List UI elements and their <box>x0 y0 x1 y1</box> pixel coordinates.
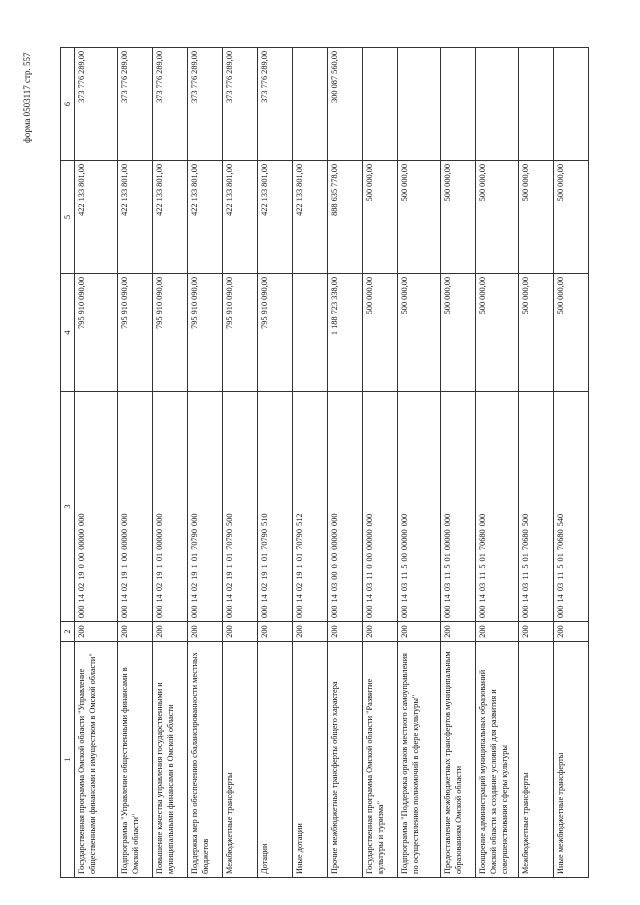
row-col4-value: 500 000,00 <box>554 274 589 392</box>
row-name: Поощрение администраций муниципальных образований Омской области за создание условий для развития и совершенствования сферы культуры <box>476 642 519 878</box>
table-row <box>258 48 293 878</box>
row-col5-value: 422 133 801,00 <box>188 161 223 274</box>
row-name: Прочие межбюджетные трансферты общего характера <box>328 642 363 878</box>
row-col5-value: 888 635 778,00 <box>328 161 363 274</box>
row-line-code: 200 <box>554 622 589 642</box>
row-col5-value: 422 133 801,00 <box>258 161 293 274</box>
row-col6-value <box>363 48 398 161</box>
header-col-3: 3 <box>61 392 75 622</box>
row-name: Межбюджетные трансферты <box>223 642 258 878</box>
row-col4-value: 795 910 090,00 <box>75 274 118 392</box>
row-line-code: 200 <box>328 622 363 642</box>
row-name: Поддержка мер по обеспечению сбалансированности местных бюджетов <box>188 642 223 878</box>
row-line-code: 200 <box>476 622 519 642</box>
row-col5-value: 422 133 801,00 <box>223 161 258 274</box>
row-budget-code: 000 14 02 19 0 00 00000 000 <box>75 392 118 622</box>
table-row <box>293 48 328 878</box>
row-line-code: 200 <box>153 622 188 642</box>
row-budget-code: 000 14 03 11 5 00 00000 000 <box>398 392 441 622</box>
row-col5-value: 500 000,00 <box>441 161 476 274</box>
row-name: Государственная программа Омской области "Развитие культуры и туризма" <box>363 642 398 878</box>
row-name: Дотации <box>258 642 293 878</box>
row-col4-value: 795 910 090,00 <box>258 274 293 392</box>
row-col5-value: 422 133 801,00 <box>293 161 328 274</box>
row-line-code: 200 <box>188 622 223 642</box>
table-row <box>328 48 363 878</box>
row-col6-value <box>441 48 476 161</box>
row-line-code: 200 <box>258 622 293 642</box>
row-name: Предоставление межбюджетных трансфертов муниципальным образованиям Омской области <box>441 642 476 878</box>
header-row <box>61 48 75 878</box>
form-page-note: форма 0503117 стр. 557 <box>22 52 32 143</box>
row-col5-value: 500 000,00 <box>554 161 589 274</box>
row-budget-code: 000 14 02 19 1 01 70790 510 <box>258 392 293 622</box>
row-line-code: 200 <box>118 622 153 642</box>
row-line-code: 200 <box>223 622 258 642</box>
row-name: Подпрограмма "Поддержка органов местного самоуправления по осуществлению полномочий в сфере культуры" <box>398 642 441 878</box>
row-budget-code: 000 14 03 11 5 01 70680 540 <box>554 392 589 622</box>
row-col4-value: 795 910 090,00 <box>118 274 153 392</box>
row-budget-code: 000 14 03 11 0 00 00000 000 <box>363 392 398 622</box>
header-col-5: 5 <box>61 161 75 274</box>
table-row <box>398 48 441 878</box>
row-col6-value <box>476 48 519 161</box>
budget-table <box>60 47 589 878</box>
row-budget-code: 000 14 02 19 1 00 00000 000 <box>118 392 153 622</box>
row-col6-value <box>519 48 554 161</box>
row-col4-value <box>293 274 328 392</box>
table-row <box>188 48 223 878</box>
row-name: Межбюджетные трансферты <box>519 642 554 878</box>
table-row <box>223 48 258 878</box>
table-row <box>554 48 589 878</box>
row-col5-value: 422 133 801,00 <box>75 161 118 274</box>
row-budget-code: 000 14 03 11 5 01 70680 500 <box>519 392 554 622</box>
row-col5-value: 500 000,00 <box>363 161 398 274</box>
row-line-code: 200 <box>293 622 328 642</box>
row-col5-value: 422 133 801,00 <box>118 161 153 274</box>
row-name: Подпрограмма "Управление общественными финансами в Омской области" <box>118 642 153 878</box>
row-line-code: 200 <box>519 622 554 642</box>
table-row <box>153 48 188 878</box>
row-col6-value <box>398 48 441 161</box>
row-name: Иные межбюджетные трансферты <box>554 642 589 878</box>
row-col4-value: 500 000,00 <box>476 274 519 392</box>
header-col-4: 4 <box>61 274 75 392</box>
table-row <box>476 48 519 878</box>
row-line-code: 200 <box>441 622 476 642</box>
row-col5-value: 422 133 801,00 <box>153 161 188 274</box>
table-row <box>441 48 476 878</box>
row-col4-value: 795 910 090,00 <box>188 274 223 392</box>
row-col6-value: 373 776 289,00 <box>258 48 293 161</box>
table-row <box>118 48 153 878</box>
row-name: Государственная программа Омской области "Управление общественными финансами и имуществом в Омской области" <box>75 642 118 878</box>
table-row <box>75 48 118 878</box>
row-budget-code: 000 14 02 19 1 01 70790 500 <box>223 392 258 622</box>
row-name: Повышение качества управления государственными и муниципальными финансами в Омской области <box>153 642 188 878</box>
row-line-code: 200 <box>363 622 398 642</box>
row-line-code: 200 <box>398 622 441 642</box>
row-col5-value: 500 000,00 <box>519 161 554 274</box>
row-col4-value: 500 000,00 <box>363 274 398 392</box>
header-col-6: 6 <box>61 48 75 161</box>
row-budget-code: 000 14 02 19 1 01 70790 000 <box>188 392 223 622</box>
row-col4-value: 500 000,00 <box>398 274 441 392</box>
row-budget-code: 000 14 03 00 0 00 00000 000 <box>328 392 363 622</box>
row-budget-code: 000 14 02 19 1 01 00000 000 <box>153 392 188 622</box>
table-row <box>363 48 398 878</box>
table-row <box>519 48 554 878</box>
row-col6-value <box>293 48 328 161</box>
row-col6-value: 373 776 289,00 <box>188 48 223 161</box>
row-col4-value: 795 910 090,00 <box>153 274 188 392</box>
row-budget-code: 000 14 03 11 5 01 70680 000 <box>476 392 519 622</box>
row-col6-value: 373 776 289,00 <box>223 48 258 161</box>
row-col4-value: 1 188 723 338,00 <box>328 274 363 392</box>
header-col-1: 1 <box>61 642 75 878</box>
row-line-code: 200 <box>75 622 118 642</box>
row-budget-code: 000 14 02 19 1 01 70790 512 <box>293 392 328 622</box>
header-col-2: 2 <box>61 622 75 642</box>
row-col4-value: 500 000,00 <box>441 274 476 392</box>
row-col4-value: 500 000,00 <box>519 274 554 392</box>
row-name: Иные дотации <box>293 642 328 878</box>
row-col6-value: 373 776 289,00 <box>153 48 188 161</box>
row-col5-value: 500 000,00 <box>398 161 441 274</box>
row-col6-value <box>554 48 589 161</box>
row-col6-value: 300 087 560,00 <box>328 48 363 161</box>
row-col6-value: 373 776 289,00 <box>75 48 118 161</box>
row-col6-value: 373 776 289,00 <box>118 48 153 161</box>
row-col5-value: 500 000,00 <box>476 161 519 274</box>
row-budget-code: 000 14 03 11 5 01 00000 000 <box>441 392 476 622</box>
rotated-page <box>22 18 580 878</box>
row-col4-value: 795 910 090,00 <box>223 274 258 392</box>
